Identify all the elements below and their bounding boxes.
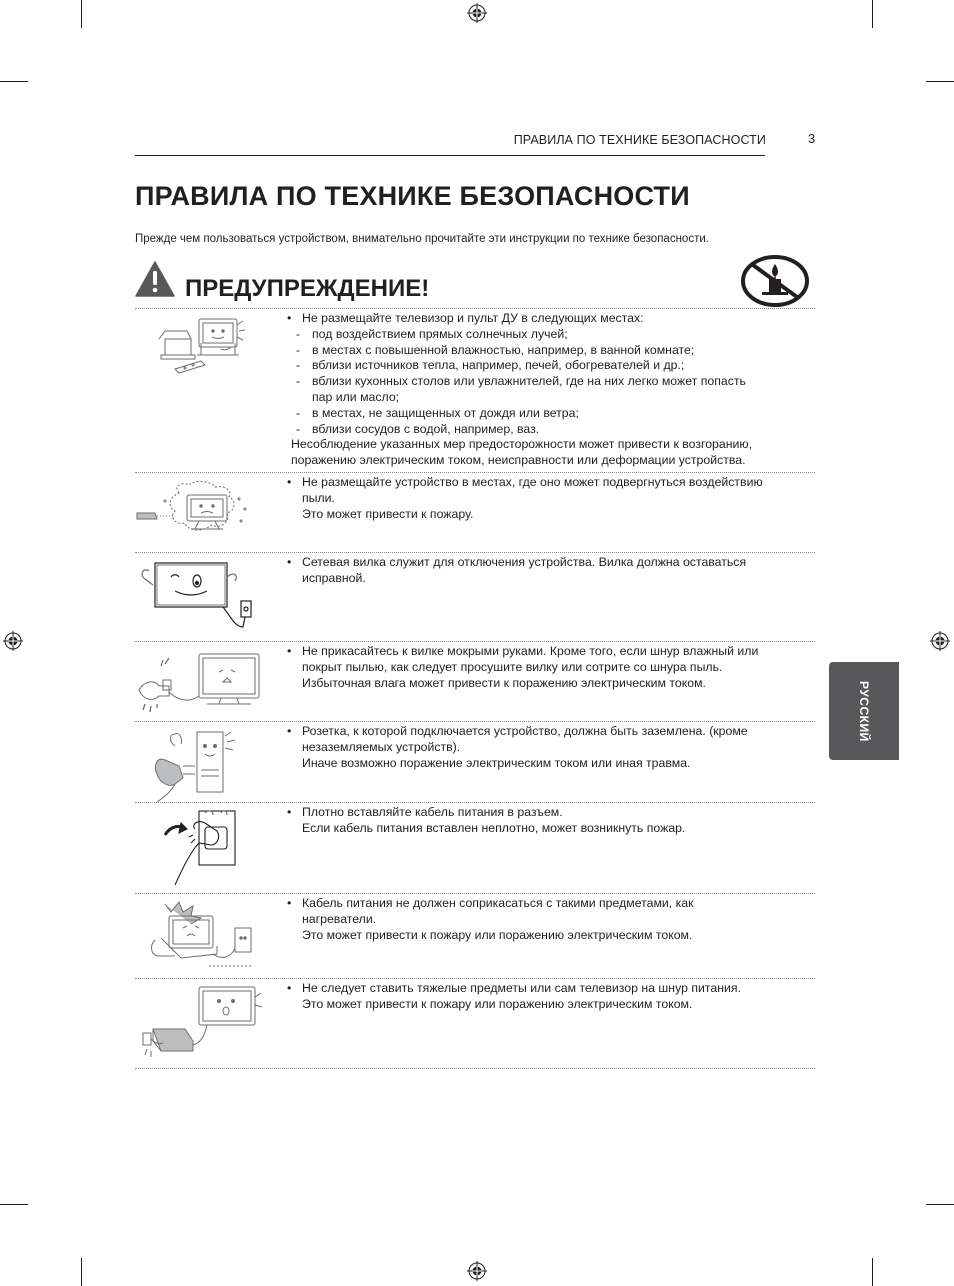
bullet-marker: • — [287, 896, 292, 910]
bullet-text: Не следует ставить тяжелые предметы или сам телевизор на шнур питания. — [302, 981, 741, 995]
bullet-text: Сетевая вилка служит для отключения устройства. Вилка должна оставаться — [302, 555, 747, 569]
dash-marker: - — [296, 358, 301, 373]
bullet-text: исправной. — [302, 570, 366, 585]
sub-item-text: пар или масло; — [312, 389, 400, 404]
bullet-text: Это может привести к пожару. — [302, 506, 474, 521]
bullet-text: пыли. — [302, 490, 335, 505]
tv-plug-icon — [135, 557, 265, 635]
language-tab-label: РУССКИЙ — [857, 680, 871, 742]
crop-mark — [0, 1204, 28, 1205]
safety-item — [135, 978, 815, 1069]
bullet-text: Не прикасайтесь к вилке мокрыми руками. Кроме того, если шнур влажный или — [302, 644, 759, 658]
dash-marker: - — [296, 342, 301, 357]
heavy-object-cable-icon — [135, 983, 265, 1061]
insert-plug-icon — [135, 807, 265, 885]
wet-hands-plug-icon — [135, 646, 265, 724]
safety-item — [135, 893, 815, 979]
grounded-outlet-icon — [135, 726, 265, 804]
language-side-tab — [829, 662, 899, 760]
sub-item-text: вблизи кухонных столов или увлажнителей, где на них легко может попасть — [312, 374, 746, 389]
sub-item-text: под воздействием прямых солнечных лучей; — [312, 326, 568, 341]
dash-marker: - — [296, 326, 301, 341]
note-text: поражению электрическим током, неисправности или деформации устройства. — [291, 453, 746, 468]
safety-item — [135, 552, 815, 642]
sub-item-text: в местах с повышенной влажностью, например, в ванной комнате; — [312, 342, 695, 357]
safety-item — [135, 472, 815, 553]
dash-marker: - — [296, 421, 301, 436]
warning-heading: ПРЕДУПРЕЖДЕНИЕ! — [185, 275, 430, 302]
tv-remote-sunlight-icon — [135, 313, 265, 391]
crop-mark — [926, 81, 954, 82]
bullet-text: незаземляемых устройств). — [302, 739, 461, 754]
registration-mark-icon — [3, 631, 23, 651]
bullet-text: Не размещайте устройство в местах, где оно может подвергнуться воздействию — [302, 475, 763, 489]
crop-mark — [0, 81, 28, 82]
crop-mark — [872, 1258, 873, 1286]
dusty-tv-icon — [135, 477, 265, 555]
running-header-title: ПРАВИЛА ПО ТЕХНИКЕ БЕЗОПАСНОСТИ — [513, 133, 766, 147]
heater-cable-icon — [135, 898, 265, 976]
bullet-marker: • — [287, 805, 292, 819]
bullet-text: Розетка, к которой подключается устройство, должна быть заземлена. (кроме — [302, 724, 748, 738]
crop-mark — [872, 0, 873, 28]
bullet-text: Это может привести к пожару или поражению электрическим током. — [302, 996, 693, 1011]
bullet-text: Не размещайте телевизор и пульт ДУ в следующих местах: — [302, 311, 644, 325]
bullet-marker: • — [287, 644, 292, 658]
page-title: ПРАВИЛА ПО ТЕХНИКЕ БЕЗОПАСНОСТИ — [135, 181, 690, 211]
bullet-text: Избыточная влага может привести к поражению электрическим током. — [302, 675, 706, 690]
safety-item — [135, 308, 815, 473]
warning-triangle-icon — [135, 261, 175, 297]
bullet-text: Кабель питания не должен соприкасаться с такими предметами, как — [302, 896, 694, 910]
safety-item — [135, 721, 815, 803]
dash-marker: - — [296, 374, 301, 389]
safety-item — [135, 802, 815, 894]
bullet-marker: • — [287, 311, 292, 325]
registration-mark-icon — [467, 3, 487, 23]
bullet-text: Это может привести к пожару или поражению электрическим током. — [302, 927, 693, 942]
crop-mark — [81, 1258, 82, 1286]
sub-item-text: вблизи источников тепла, например, печей, обогревателей и др.; — [312, 358, 685, 373]
page-number: 3 — [808, 131, 816, 146]
bullet-marker: • — [287, 555, 292, 569]
registration-mark-icon — [467, 1261, 487, 1281]
bullet-text: Если кабель питания вставлен неплотно, может возникнуть пожар. — [302, 820, 686, 835]
bullet-text: нагреватели. — [302, 911, 377, 926]
bullet-marker: • — [287, 724, 292, 738]
bullet-marker: • — [287, 981, 292, 995]
registration-mark-icon — [930, 631, 950, 651]
bullet-text: Плотно вставляйте кабель питания в разъем. — [302, 805, 563, 819]
sub-item-text: в местах, не защищенных от дождя или ветра; — [312, 405, 579, 420]
sub-item-text: вблизи сосудов с водой, например, ваз. — [312, 421, 540, 436]
bullet-text: Иначе возможно поражение электрическим током или иная травма. — [302, 755, 691, 770]
crop-mark — [926, 1204, 954, 1205]
crop-mark — [81, 0, 82, 28]
intro-text: Прежде чем пользоваться устройством, внимательно прочитайте эти инструкции по технике безопасности. — [135, 233, 709, 245]
header-rule — [135, 155, 765, 156]
section-divider — [135, 1068, 815, 1069]
note-text: Несоблюдение указанных мер предосторожности может привести к возгоранию, — [291, 437, 753, 452]
bullet-text: покрыт пылью, как следует просушите вилку или сотрите со шнура пыль. — [302, 659, 723, 674]
bullet-marker: • — [287, 475, 292, 489]
safety-item — [135, 641, 815, 722]
dash-marker: - — [296, 405, 301, 420]
no-open-flame-icon — [740, 254, 810, 308]
